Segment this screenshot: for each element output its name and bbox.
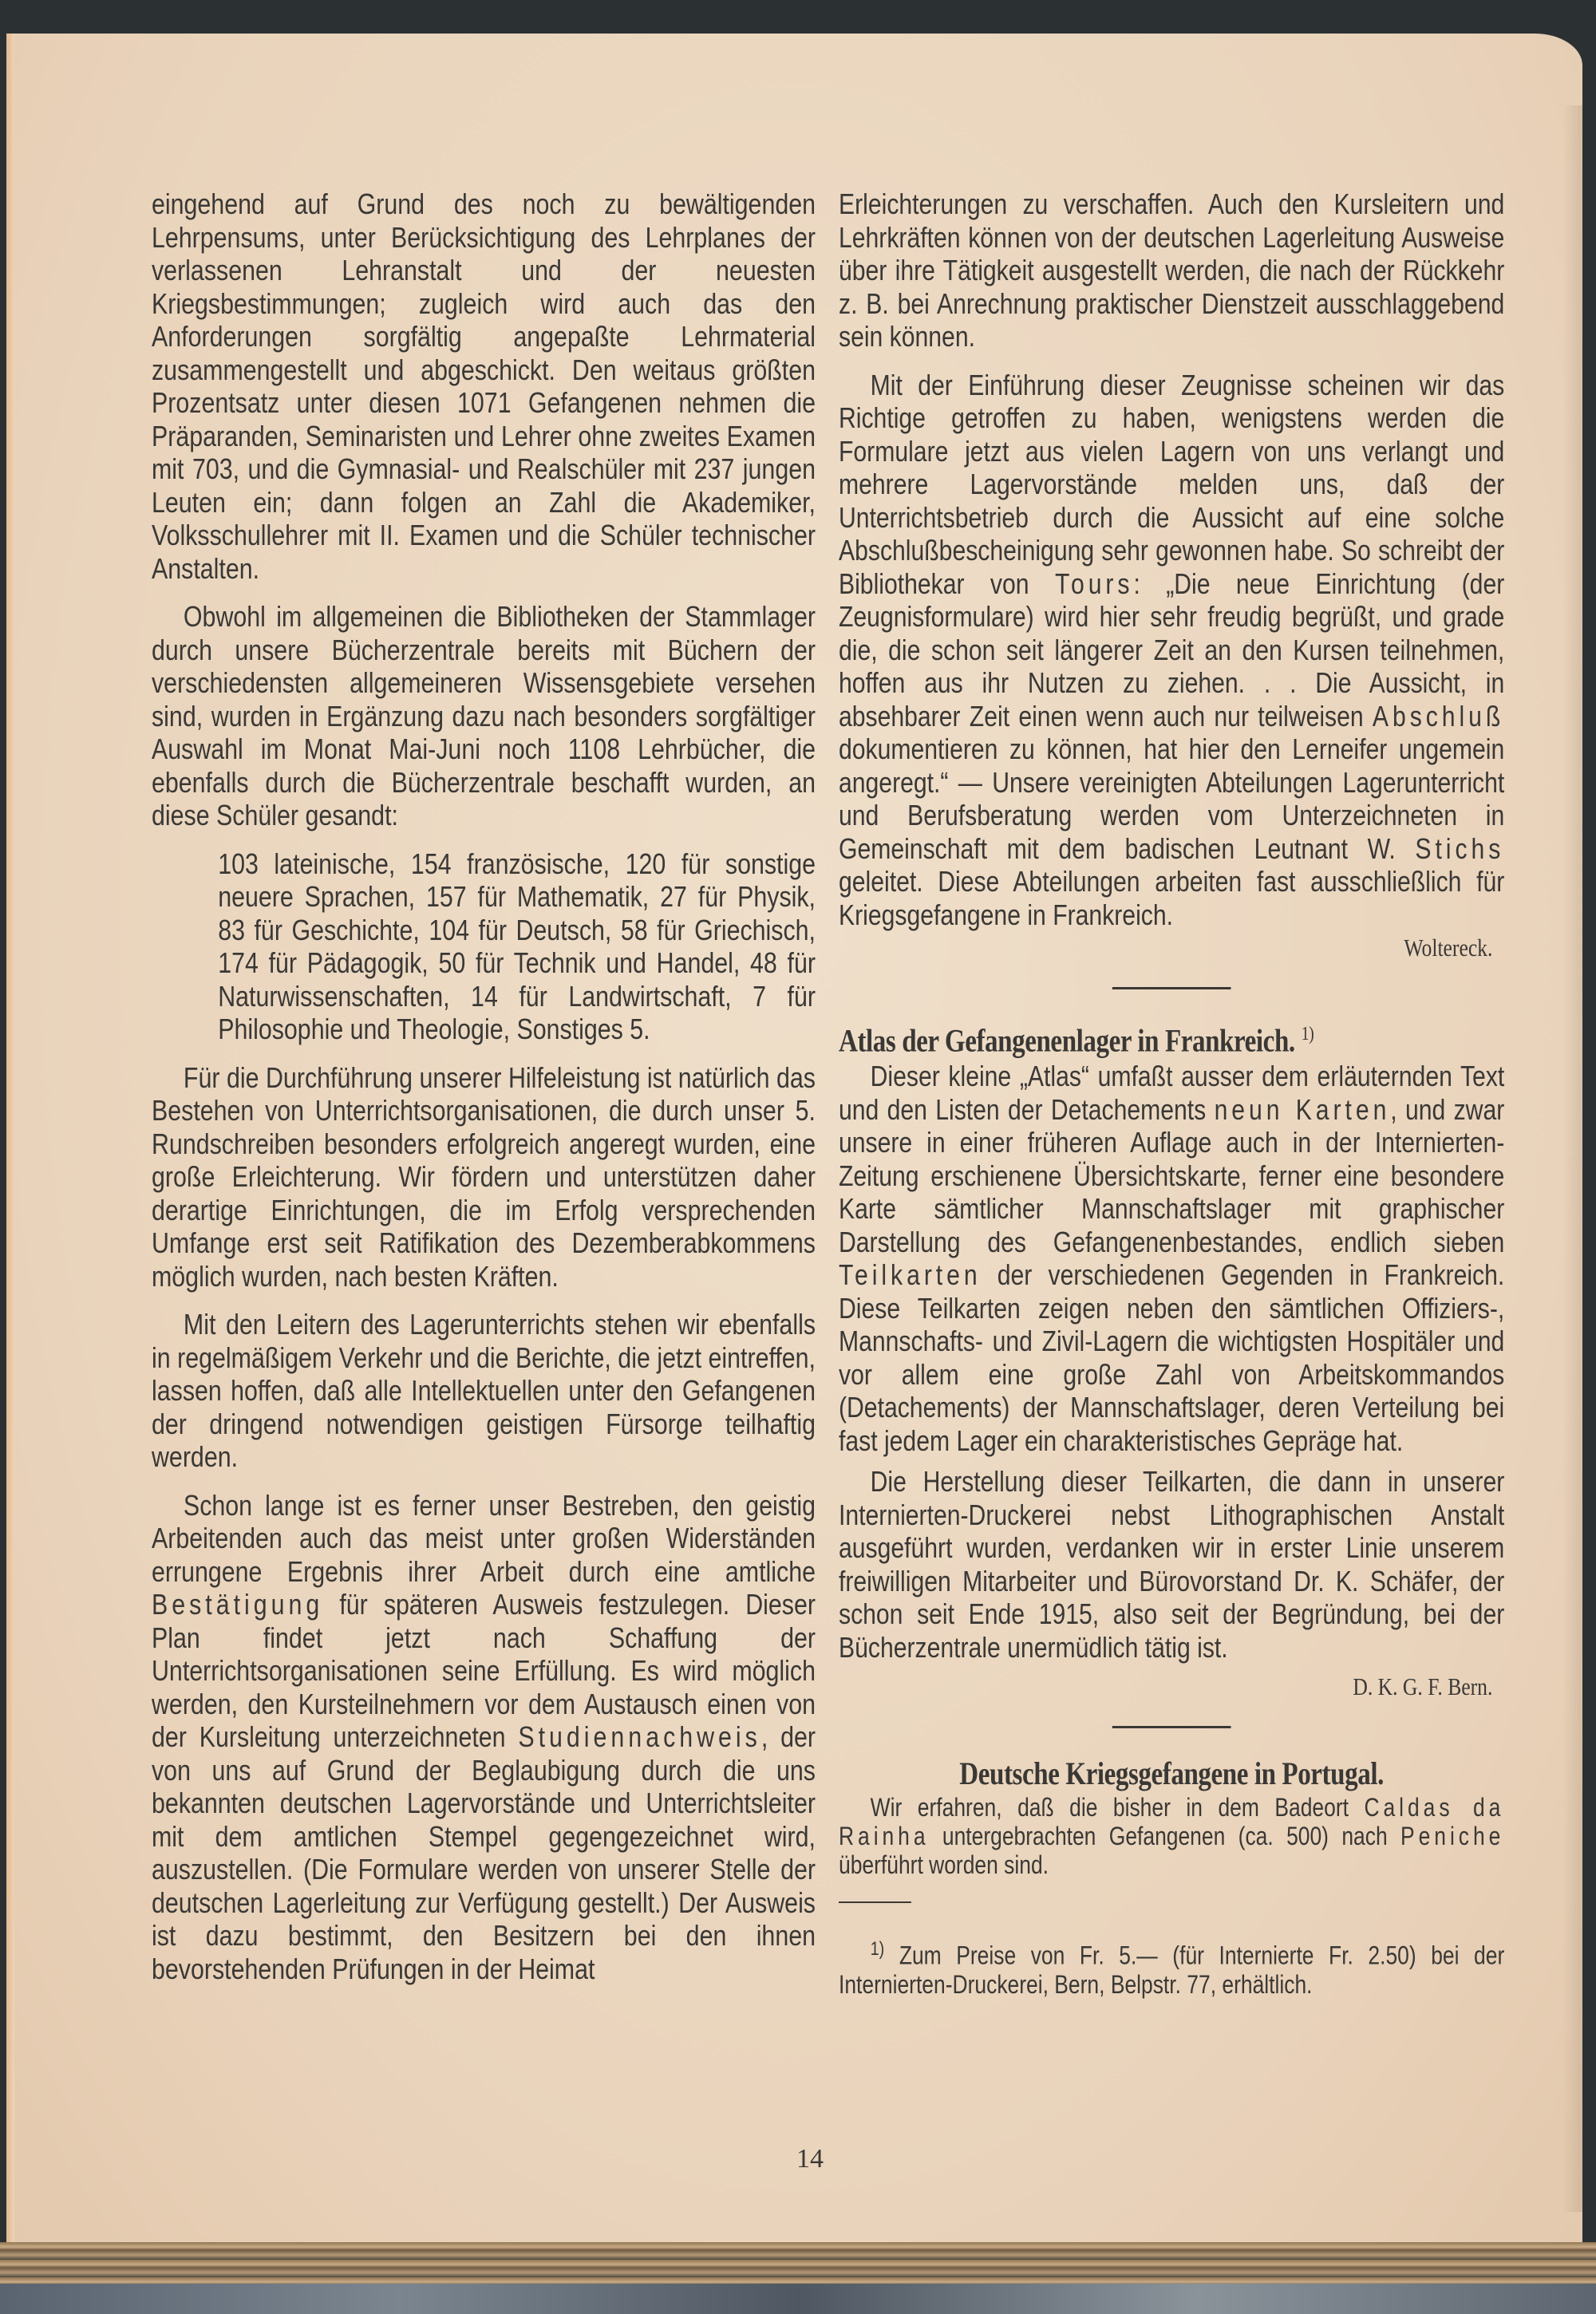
footnote-divider <box>839 1901 911 1903</box>
paragraph: Für die Durchführung unserer Hilfeleistung ist natürlich das Bestehen von Unterrichtsorganisationen, die durch unser 5. Rundschreiben besonders erfolgreich angeregt wurden, eine große Erleichterung. Wir fördern und unterstützen daher derartige Einrichtungen, die im Erfolg versprechenden Umfange erst seit Ratifikation des Dezemberabkommens möglich wurden, nach besten Kräften. <box>152 1060 816 1293</box>
footnote: $^{1)}$ Zum Preise von Fr. 5.— (für Internierte Fr. 2.50) bei der Internierten-Druckerei, Bern, Belpstr. 77, erhältlich. <box>839 1938 1505 1999</box>
signature: Woltereck. <box>1404 934 1493 962</box>
emphasis-spaced: Stichs <box>1415 831 1505 865</box>
emphasis-spaced: Teilkarten <box>839 1258 982 1292</box>
paragraph: Erleichterungen zu verschaffen. Auch den Kursleitern und Lehrkräften können von der deutschen Lagerleitung Ausweise über ihre Tätigkeit ausgestellt werden, die nach der Rückkehr z. B. bei Anrechnung praktischer Dienstzeit ausschlaggebend sein können. <box>839 188 1505 353</box>
section-divider <box>1112 987 1231 989</box>
paragraph: Dieser kleine „Atlas“ umfaßt ausser dem erläuternden Text und den Listen der Detachements neun Karten, und zwar unsere in einer früheren Auflage auch in der Internierten-Zeitung erschienene Übersichtskarte, ferner eine besondere Karte sämtlicher Mannschaftslager mit graphischer Darstellung des Gefangenenbestandes, endlich sieben Teilkarten der verschiedenen Gegenden in Frankreich. Diese Teilkarten zeigen neben den sämtlichen Offiziers-, Mannschafts- und Zivil-Lagern die wichtigsten Hospitäler und vor allem eine große Zahl von Arbeitskommandos (Detachements) der Mannschaftslager, deren Verteilung bei fast jedem Lager ein charakteristisches Gepräge hat. <box>839 1060 1505 1457</box>
paragraph: Schon lange ist es ferner unser Bestreben, den geistig Arbeitenden auch das meist unter großen Widerständen errungene Ergebnis ihrer Arbeit durch eine amtliche Bestätigung für späteren Ausweis festzulegen. Dieser Plan findet jetzt nach Schaffung der Unterrichtsorganisationen seine Erfüllung. Es wird möglich werden, den Kursteilnehmern vor dem Austausch einen von der Kursleitung unterzeichneten Studiennachweis, der von uns auf Grund der Beglaubigung durch die uns bekannten deutschen Lagervorstände und Unterrichtsleiter mit dem amtlichen Stempel gegengezeichnet wird, auszustellen. (Die Formulare werden von unserer Stelle der deutschen Lagerleitung zur Verfügung gestellt.) Der Ausweis ist dazu bestimmt, den Besitzern bei den ihnen bevorstehenden Prüfungen in der Heimat <box>152 1488 816 1985</box>
paragraph: Mit der Einführung dieser Zeugnisse scheinen wir das Richtige getroffen zu haben, wenigstens werden die Formulare jetzt aus vielen Lagern von uns verlangt und mehrere Lagervorstände melden uns, daß der Unterrichtsbetrieb durch die Aussicht auf eine solche Abschlußbescheinigung sehr gewonnen habe. So schreibt der Bibliothekar von Tours: „Die neue Einrichtung (der Zeugnisformulare) wird hier sehr freudig begrüßt, und grade die, die schon seit längerer Zeit an den Kursen teilnehmen, hoffen aus ihr Nutzen zu ziehen. . . Die Aussicht, in absehbarer Zeit einen wenn auch nur teilweisen Abschluß dokumentieren zu können, hat hier den Lerneifer ungemein angeregt.“ — Unsere vereinigten Abteilungen Lagerunterricht und Berufsberatung werden vom Unterzeichneten in Gemeinschaft mit dem badischen Leutnant W. Stichs geleitet. Diese Abteilungen arbeiten fast ausschließlich für Kriegsgefangene in Frankreich. <box>839 368 1505 931</box>
signature: D. K. G. F. Bern. <box>1353 1672 1493 1701</box>
paragraph: Obwohl im allgemeinen die Bibliotheken der Stammlager durch unsere Bücherzentrale bereits mit Büchern der verschiedensten allgemeineren Wissensgebiete versehen sind, wurden in Ergänzung dazu nach besonders sorgfältiger Auswahl im Monat Mai-Juni noch 1108 Lehrbücher, die ebenfalls durch die Bücherzentrale beschafft wurden, an diese Schüler gesandt: <box>152 600 816 831</box>
right-column <box>839 188 1504 1999</box>
emphasis-spaced: Caldas da Rainha <box>839 1793 1505 1851</box>
page-edge-left <box>6 34 14 2248</box>
section-divider <box>1112 1726 1231 1728</box>
left-column <box>152 188 816 1985</box>
paragraph: Wir erfahren, daß die bisher in dem Badeort Caldas da Rainha untergebrachten Gefangenen (ca. 500) nach Peniche überführt worden sind. <box>839 1793 1505 1880</box>
paragraph: Mit den Leitern des Lagerunterrichts stehen wir ebenfalls in regelmäßigem Verkehr und die Berichte, die jetzt eintreffen, lassen hoffen, daß alle Intellektuellen unter den Gefangenen der dringend notwendigen geistigen Fürsorge teilhaftig werden. <box>152 1308 816 1473</box>
page-number: 14 <box>796 2144 824 2174</box>
emphasis-spaced: Studiennachweis <box>518 1720 761 1753</box>
paragraph: eingehend auf Grund des noch zu bewältigenden Lehrpensums, unter Berücksichtigung des Lehrplanes der verlassenen Lehranstalt und der neuesten Kriegsbestimmungen; zugleich wird auch das den Anforderungen sorgfältig angepaßte Lehrmaterial zusammengestellt und abgeschickt. Den weitaus größten Prozentsatz unter diesen 1071 Gefangenen nehmen die Präparanden, Seminaristen und Lehrer ohne zweites Examen mit 703, und die Gymnasial- und Realschüler mit 237 jungen Leuten ein; dann folgen an Zahl die Akademiker, Volksschullehrer mit II. Examen und die Schüler technischer Anstalten. <box>152 188 816 585</box>
paragraph: Die Herstellung dieser Teilkarten, die dann in unserer Internierten-Druckerei nebst Lithographischen Anstalt ausgeführt wurden, verdanken wir in erster Linie unserem freiwilligen Mitarbeiter und Bürovorstand Dr. K. Schäfer, der schon seit Ende 1915, also seit der Begründung, bei der Bücherzentrale unermüdlich tätig ist. <box>839 1465 1505 1664</box>
book-page <box>6 34 1582 2248</box>
marbled-cover-edge <box>0 2284 1596 2314</box>
emphasis-spaced: Tours <box>1054 567 1134 600</box>
article-heading: Deutsche Kriegsgefangene in Portugal. <box>959 1755 1384 1791</box>
emphasis-spaced: neun Karten <box>1214 1092 1391 1126</box>
footnote-marker: 1) <box>1301 1023 1314 1044</box>
page-edge-right <box>1562 105 1582 2212</box>
book-count-list: 103 lateinische, 154 französische, 120 für sonstige neuere Sprachen, 157 für Mathematik, 27 für Physik, 83 für Geschichte, 104 für Deutsch, 58 für Griechisch, 174 für Pädagogik, 50 für Technik und Handel, 48 für Naturwissenschaften, 14 für Landwirtschaft, 7 für Philosophie und Theologie, Sonstiges 5. <box>218 847 816 1045</box>
footnote-marker: 1) <box>870 1938 885 1961</box>
emphasis-spaced: Bestätigung <box>152 1588 324 1621</box>
article-heading: Atlas der Gefangenenlager in Frankreich. $^{1)}$ <box>839 1021 1314 1058</box>
emphasis-spaced: Peniche <box>1400 1822 1505 1851</box>
emphasis-spaced: Abschluß <box>1372 699 1505 733</box>
